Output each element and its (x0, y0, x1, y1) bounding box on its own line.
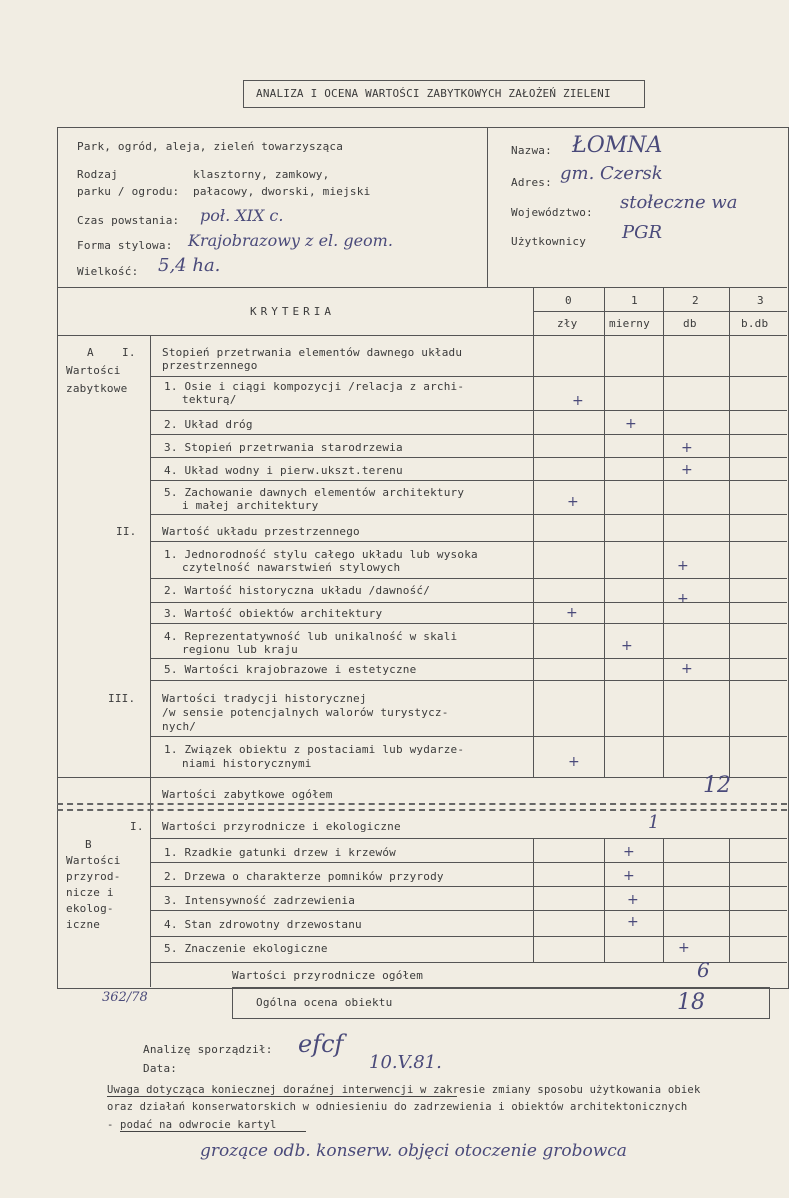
section-b-label-3: nicze i (66, 886, 114, 899)
section-b-label-2: przyrod- (66, 870, 121, 883)
row-line (150, 886, 787, 887)
wojewodztwo-value: stołeczne wa (620, 192, 738, 213)
row-line (150, 962, 787, 963)
row-line (150, 658, 787, 659)
section-b-label-4: ekolog- (66, 902, 114, 915)
b-col-1-line (604, 838, 605, 962)
item-a2-4-text1: 4. Reprezentatywność lub unikalność w skali (164, 630, 458, 643)
row-line (150, 623, 787, 624)
overall-label: Ogólna ocena obiektu (256, 996, 393, 1009)
archive-number: 362/78 (102, 990, 148, 1005)
col-0-line (533, 287, 534, 777)
item-a1-4-mark: + (681, 462, 693, 478)
item-b-2-text: 2. Drzewa o charakterze pomników przyrody (164, 870, 444, 883)
rodzaj-values: klasztorny, zamkowy, (193, 168, 330, 181)
group2-title: Wartość układu przestrzennego (162, 525, 360, 538)
section-a-label-3: zabytkowe (66, 382, 128, 395)
section-b-roman-i: I. (130, 820, 144, 833)
col-3-label: b.db (741, 317, 769, 330)
item-a2-5-mark: + (681, 661, 693, 677)
row-line (150, 434, 787, 435)
row-line (150, 602, 787, 603)
group1-title-2: przestrzennego (162, 359, 258, 372)
czas-label: Czas powstania: (77, 214, 180, 227)
nazwa-value: ŁOMNA (572, 133, 663, 158)
analyst-signature: efcf (298, 1030, 344, 1058)
criteria-header-bottom (57, 335, 787, 336)
section-b-group-value: 1 (648, 812, 660, 833)
group3-line (150, 736, 787, 737)
item-a1-3-mark: + (681, 440, 693, 456)
row-line (150, 514, 787, 515)
item-a1-1-text1: 1. Osie i ciągi kompozycji /relacja z archi- (164, 380, 465, 393)
overall-value: 18 (677, 990, 705, 1015)
section-a-total-value: 12 (703, 773, 731, 798)
col-header-mid-line (533, 311, 787, 312)
document-title: ANALIZA I OCENA WARTOŚCI ZABYTKOWYCH ZAŁOŻEŃ ZIELENI (256, 87, 611, 100)
section-a-roman-ii: II. (116, 525, 137, 538)
item-b-4-mark: + (627, 914, 639, 930)
item-a2-2-text1: 2. Wartość historyczna układu /dawność/ (164, 584, 431, 597)
adres-label: Adres: (511, 176, 552, 189)
parku-label: parku / ogrodu: (77, 185, 180, 198)
section-a-total-label: Wartości zabytkowe ogółem (162, 788, 333, 801)
item-a3-1-mark: + (568, 754, 580, 770)
item-b-5-text: 5. Znaczenie ekologiczne (164, 942, 328, 955)
item-a1-1-mark: + (572, 393, 584, 409)
item-a1-5-mark: + (567, 494, 579, 510)
kryteria-header: KRYTERIA (250, 305, 335, 318)
item-a1-5-text1: 5. Zachowanie dawnych elementów architektury (164, 486, 465, 499)
col-1-line (604, 287, 605, 777)
b-col-0-line (533, 838, 534, 962)
item-a1-1-text2: tekturą/ (182, 393, 237, 406)
section-a-letter: A (87, 346, 94, 359)
dashed-separator (57, 803, 787, 805)
rodzaj-label: Rodzaj (77, 168, 118, 181)
item-a1-3-text1: 3. Stopień przetrwania starodrzewia (164, 441, 403, 454)
park-type-line: Park, ogród, aleja, zieleń towarzysząca (77, 140, 344, 153)
item-a2-3-mark: + (566, 605, 578, 621)
wielkosc-label: Wielkość: (77, 265, 139, 278)
section-a-roman-i: I. (122, 346, 136, 359)
b-col-3-line (729, 838, 730, 962)
section-b-total-label: Wartości przyrodnicze ogółem (232, 969, 424, 982)
col-2-line (663, 287, 664, 777)
uzytkownicy-label: Użytkownicy (511, 235, 587, 248)
item-a2-3-text1: 3. Wartość obiektów architektury (164, 607, 383, 620)
item-a2-5-text1: 5. Wartości krajobrazowe i estetyczne (164, 663, 417, 676)
handwritten-note: grozące odb. konserw. objęci otoczenie grobowca (200, 1141, 627, 1161)
item-a2-4-text2: regionu lub kraju (182, 643, 298, 656)
row-line (150, 457, 787, 458)
forma-label: Forma stylowa: (77, 239, 173, 252)
item-b-4-text: 4. Stan zdrowotny drzewostanu (164, 918, 362, 931)
col-1-label: mierny (609, 317, 650, 330)
item-b-1-text: 1. Rzadkie gatunki drzew i krzewów (164, 846, 396, 859)
note-underline (120, 1131, 306, 1132)
item-a1-2-mark: + (625, 416, 637, 432)
col-3-line (729, 287, 730, 777)
b-group-line (150, 838, 787, 839)
row-line (150, 410, 787, 411)
item-a3-1-text1: 1. Związek obiektu z postaciami lub wydarze- (164, 743, 465, 756)
group3-title-1: Wartości tradycji historycznej (162, 692, 367, 705)
item-b-1-mark: + (623, 844, 635, 860)
wielkosc-value: 5,4 ha. (158, 255, 221, 276)
col-0-label: zły (557, 317, 578, 330)
section-b-label-1: Wartości (66, 854, 121, 867)
group3-title-3: nych/ (162, 720, 197, 733)
col-2-num: 2 (692, 294, 699, 307)
row-line (150, 578, 787, 579)
item-a1-4-text1: 4. Układ wodny i pierw.ukszt.terenu (164, 464, 403, 477)
item-a2-2-mark: + (677, 591, 689, 607)
section-b-group-title: Wartości przyrodnicze i ekologiczne (162, 820, 401, 833)
label-column-line (150, 335, 151, 987)
group1-line (150, 376, 787, 377)
adres-value: gm. Czersk (560, 163, 663, 184)
row-line (150, 910, 787, 911)
item-a2-1-text1: 1. Jednorodność stylu całego układu lub wysoka (164, 548, 478, 561)
nazwa-label: Nazwa: (511, 144, 552, 157)
note-line-1: Uwaga dotycząca koniecznej doraźnej interwencji w zakresie zmiany sposobu użytkowania obiek (107, 1084, 701, 1096)
col-0-num: 0 (565, 294, 572, 307)
parku-values: pałacowy, dworski, miejski (193, 185, 371, 198)
item-b-5-mark: + (678, 940, 690, 956)
note-line-2: oraz działań konserwatorskich w odniesieniu do zadrzewienia i obiektów architektonicznych (107, 1101, 688, 1113)
forma-value: Krajobrazowy z el. geom. (188, 231, 393, 250)
row-line (150, 680, 787, 681)
item-a2-1-text2: czytelność nawarstwień stylowych (182, 561, 401, 574)
row-line (150, 480, 787, 481)
item-a2-4-mark: + (621, 638, 633, 654)
section-b-total-value: 6 (697, 958, 710, 982)
col-3-num: 3 (757, 294, 764, 307)
item-b-3-mark: + (627, 892, 639, 908)
b-col-2-line (663, 838, 664, 962)
item-a2-1-mark: + (677, 558, 689, 574)
group2-line (150, 541, 787, 542)
col-1-num: 1 (631, 294, 638, 307)
header-divider (487, 127, 488, 287)
wojewodztwo-label: Województwo: (511, 206, 593, 219)
group3-title-2: /w sensie potencjalnych walorów turystycz- (162, 706, 449, 719)
dashed-separator (57, 809, 787, 811)
date-value: 10.V.81. (369, 1052, 442, 1073)
row-line (150, 936, 787, 937)
section-a-label-2: Wartości (66, 364, 121, 377)
date-label: Data: (143, 1062, 178, 1075)
col-2-label: db (683, 317, 697, 330)
section-b-label-5: iczne (66, 918, 101, 931)
header-bottom-line (57, 287, 787, 288)
analyst-label: Analizę sporządził: (143, 1043, 273, 1056)
section-a-end-line (57, 777, 787, 778)
row-line (150, 862, 787, 863)
item-b-3-text: 3. Intensywność zadrzewienia (164, 894, 356, 907)
czas-value: poł. XIX c. (200, 206, 284, 225)
item-a1-2-text1: 2. Układ dróg (164, 418, 253, 431)
uzytkownicy-value: PGR (622, 222, 663, 243)
note-underline (107, 1096, 457, 1097)
item-b-2-mark: + (623, 868, 635, 884)
item-a1-5-text2: i małej architektury (182, 499, 319, 512)
item-a3-1-text2: niami historycznymi (182, 757, 312, 770)
group1-title-1: Stopień przetrwania elementów dawnego układu (162, 346, 463, 359)
section-a-roman-iii: III. (108, 692, 136, 705)
section-b-letter: B (85, 838, 92, 851)
note-line-3: - podać na odwrocie kartyl (107, 1119, 277, 1131)
